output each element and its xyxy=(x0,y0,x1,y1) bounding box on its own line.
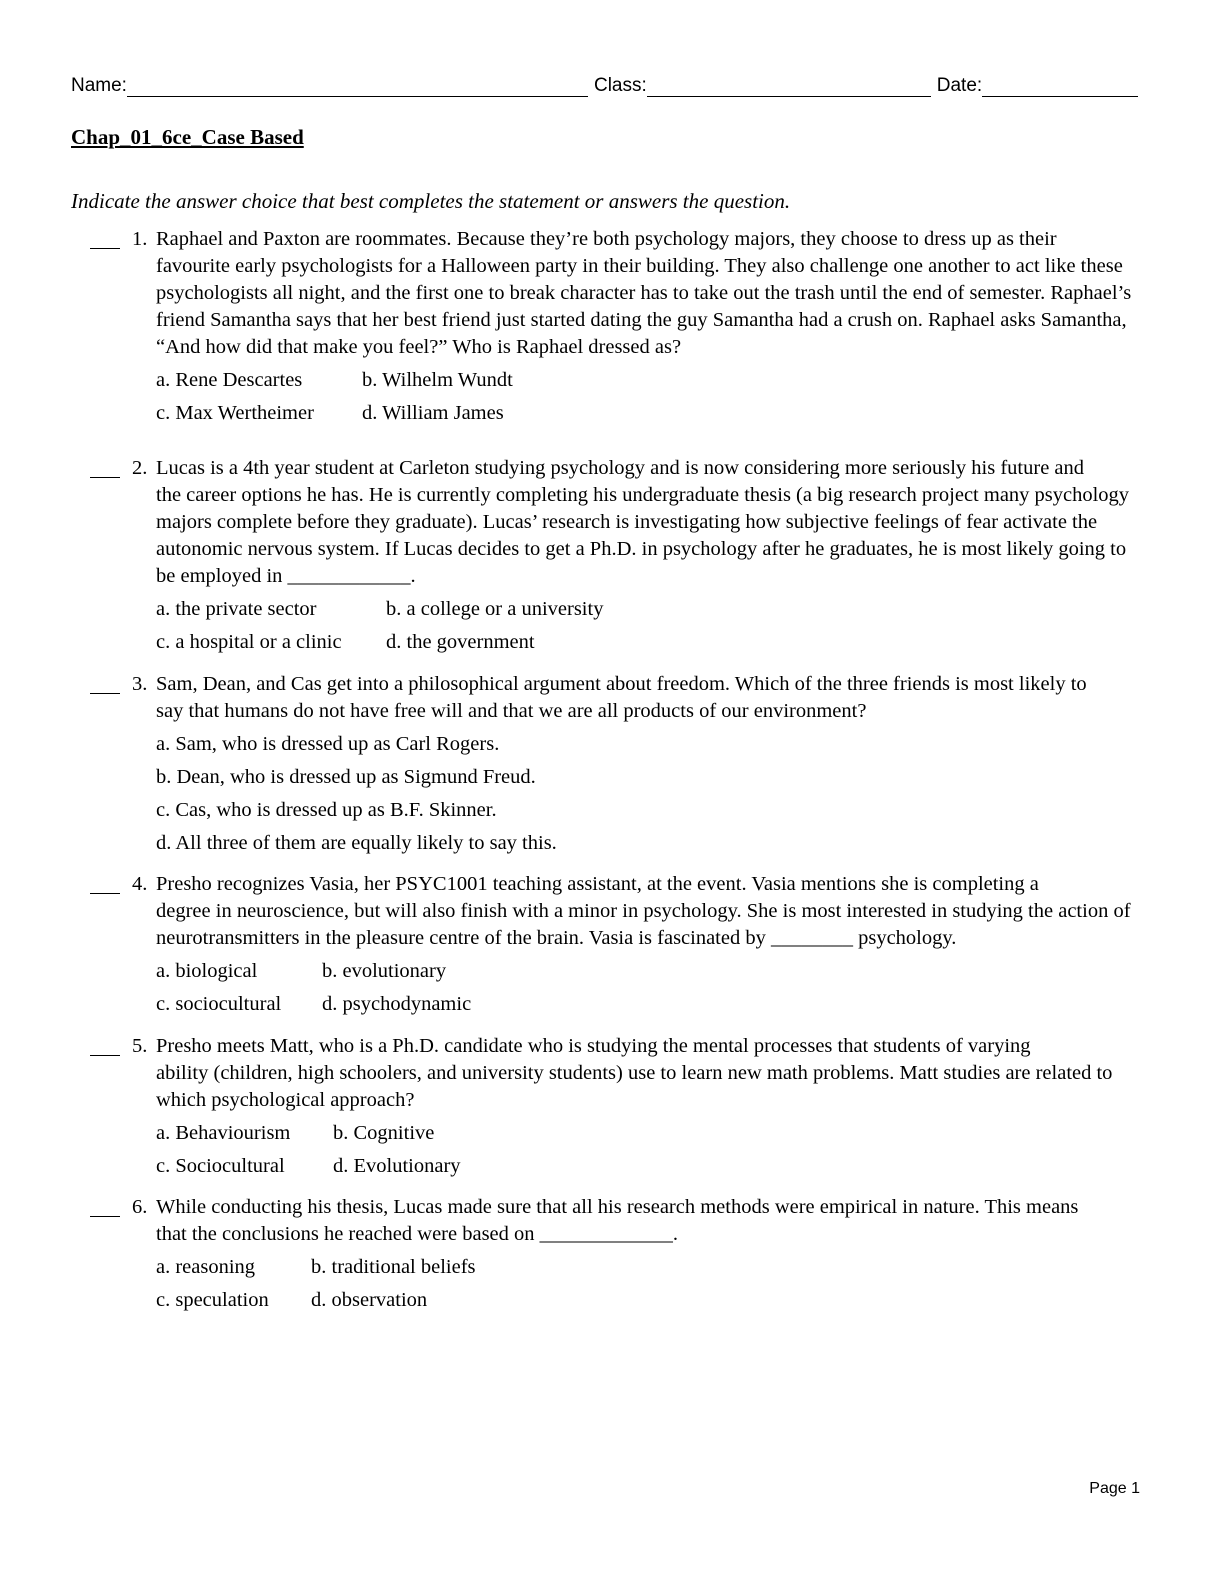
choice-a[interactable]: a. reasoning xyxy=(156,1256,256,1278)
answer-blank[interactable] xyxy=(90,226,120,249)
page-number: Page 1 xyxy=(1089,1480,1140,1497)
question-4 xyxy=(90,871,1144,1021)
choice-d[interactable]: d. William James xyxy=(362,402,504,424)
date-field[interactable] xyxy=(982,74,1138,97)
question-6 xyxy=(90,1194,1144,1317)
question-text: Presho meets Matt, who is a Ph.D. candidate who is studying the mental processes that students of varying xyxy=(156,1035,1031,1057)
question-number: 1. xyxy=(132,228,148,250)
question-text: Presho recognizes Vasia, her PSYC1001 teaching assistant, at the event. Vasia mentions she is completing a xyxy=(156,873,1039,895)
class-field[interactable] xyxy=(647,74,931,97)
student-info-header xyxy=(71,71,1141,97)
instructions: Indicate the answer choice that best completes the statement or answers the question. xyxy=(71,189,791,213)
question-text: Lucas is a 4th year student at Carleton studying psychology and is now considering more seriously his future and xyxy=(156,457,1085,479)
choice-d[interactable]: d. psychodynamic xyxy=(322,993,472,1015)
choice-b[interactable]: b. Cognitive xyxy=(333,1122,435,1144)
question-text: Sam, Dean, and Cas get into a philosophical argument about freedom. Which of the three friends is most likely to xyxy=(156,673,1087,695)
name-field[interactable] xyxy=(127,74,588,97)
choice-a[interactable]: a. Sam, who is dressed up as Carl Rogers. xyxy=(156,733,500,755)
choice-a[interactable]: a. biological xyxy=(156,960,258,982)
question-2 xyxy=(90,455,1144,659)
question-text-cont: that the conclusions he reached were based on _____________. xyxy=(156,1223,679,1245)
choice-d[interactable]: d. observation xyxy=(311,1289,428,1311)
question-text-cont: the career options he has. He is currently completing his undergraduate thesis (a big research project many psychology majors complete before they graduate). Lucas’ research is investigating how subjective feelings of fear activate the autonomic nervous system. If Lucas decides to get a Ph.D. in psychology after he graduates, he is most likely going to be employed in ____________. xyxy=(156,484,1130,587)
question-text: Raphael and Paxton are roommates. Because they’re both psychology majors, they choose to dress up as their xyxy=(156,228,1057,250)
question-number: 4. xyxy=(132,873,148,895)
question-text-cont: degree in neuroscience, but will also finish with a minor in psychology. She is most interested in studying the action of neurotransmitters in the pleasure centre of the brain. Vasia is fascinated by ________ psychology. xyxy=(156,900,1131,949)
answer-blank[interactable] xyxy=(90,671,120,694)
question-5 xyxy=(90,1033,1144,1183)
choice-a[interactable]: a. Behaviourism xyxy=(156,1122,291,1144)
choice-b[interactable]: b. traditional beliefs xyxy=(311,1256,476,1278)
choice-c[interactable]: c. Cas, who is dressed up as B.F. Skinner. xyxy=(156,799,497,821)
question-number: 2. xyxy=(132,457,148,479)
question-text-cont: ability (children, high schoolers, and university students) use to learn new math problems. Matt studies are related to which psychological approach? xyxy=(156,1062,1113,1111)
choice-d[interactable]: d. All three of them are equally likely to say this. xyxy=(156,832,557,854)
date-label: Date: xyxy=(936,75,983,96)
answer-choices xyxy=(156,364,1144,430)
answer-choices xyxy=(156,1251,1144,1317)
choice-a[interactable]: a. Rene Descartes xyxy=(156,369,303,391)
choice-c[interactable]: c. Sociocultural xyxy=(156,1155,285,1177)
question-text-cont: favourite early psychologists for a Halloween party in their building. They also challenge one another to act like these psychologists all night, and the first one to break character has to take out the trash until the end of semester. Raphael’s friend Samantha says that her best friend just started dating the guy Samantha had a crush on. Raphael asks Samantha, “And how did that make you feel?” Who is Raphael dressed as? xyxy=(156,255,1132,358)
choice-b[interactable]: b. Dean, who is dressed up as Sigmund Freud. xyxy=(156,766,536,788)
question-number: 6. xyxy=(132,1196,148,1218)
question-number: 3. xyxy=(132,673,148,695)
question-text: While conducting his thesis, Lucas made sure that all his research methods were empirical in nature. This means xyxy=(156,1196,1079,1218)
answer-blank[interactable] xyxy=(90,1194,120,1217)
question-3 xyxy=(90,671,1144,860)
choice-c[interactable]: c. a hospital or a clinic xyxy=(156,631,342,653)
name-label: Name: xyxy=(71,75,127,96)
question-1 xyxy=(90,226,1144,430)
choice-b[interactable]: b. evolutionary xyxy=(322,960,447,982)
choice-c[interactable]: c. Max Wertheimer xyxy=(156,402,314,424)
choice-c[interactable]: c. speculation xyxy=(156,1289,269,1311)
choice-d[interactable]: d. the government xyxy=(386,631,535,653)
answer-blank[interactable] xyxy=(90,871,120,894)
choice-a[interactable]: a. the private sector xyxy=(156,598,317,620)
answer-choices xyxy=(156,593,1144,659)
question-text-cont: say that humans do not have free will and that we are all products of our environment? xyxy=(156,700,867,722)
choice-b[interactable]: b. Wilhelm Wundt xyxy=(362,369,513,391)
question-number: 5. xyxy=(132,1035,148,1057)
answer-blank[interactable] xyxy=(90,455,120,478)
choice-b[interactable]: b. a college or a university xyxy=(386,598,604,620)
answer-choices xyxy=(156,1117,1144,1183)
choice-c[interactable]: c. sociocultural xyxy=(156,993,282,1015)
answer-choices xyxy=(156,728,1144,860)
answer-blank[interactable] xyxy=(90,1033,120,1056)
choice-d[interactable]: d. Evolutionary xyxy=(333,1155,461,1177)
class-label: Class: xyxy=(593,75,647,96)
answer-choices xyxy=(156,955,1144,1021)
page-title: Chap_01_6ce_Case Based xyxy=(71,125,304,149)
